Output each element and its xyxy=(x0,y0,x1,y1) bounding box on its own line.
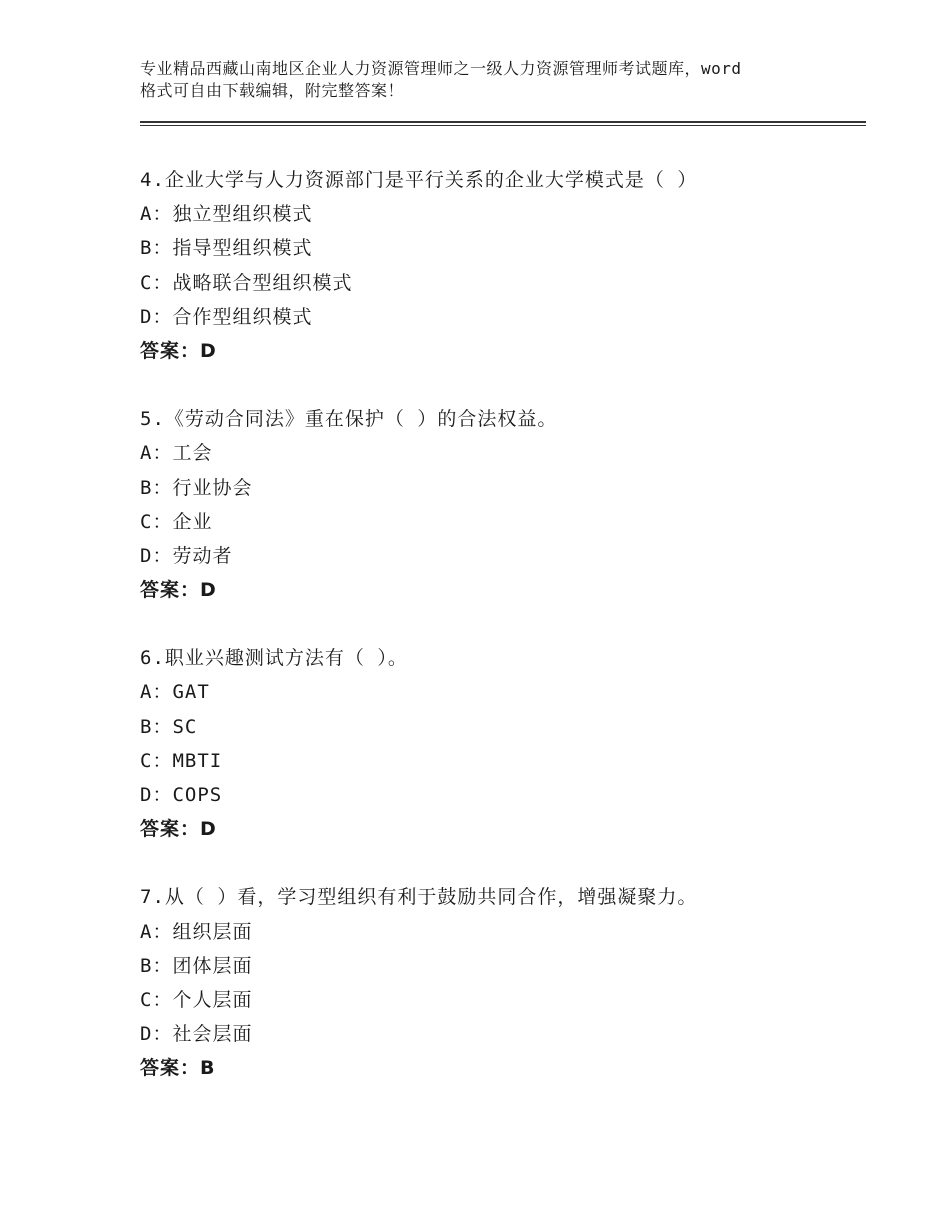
option-label: C： xyxy=(140,988,173,1011)
option-b xyxy=(140,231,860,265)
option-text: 个人层面 xyxy=(172,988,253,1011)
answer-value: D xyxy=(200,579,217,602)
header-line-1: 专业精品西藏山南地区企业人力资源管理师之一级人力资源管理师考试题库，word xyxy=(140,59,742,78)
option-text: 指导型组织模式 xyxy=(172,237,313,260)
option-label: C： xyxy=(140,271,173,294)
header-divider-thick xyxy=(140,121,866,123)
option-label: D： xyxy=(140,305,173,328)
option-b xyxy=(140,471,860,505)
question-stem: 4.企业大学与人力资源部门是平行关系的企业大学模式是（ ） xyxy=(140,169,698,191)
option-a xyxy=(140,197,860,231)
header-divider-thin xyxy=(140,125,866,126)
answer-prefix: 答案： xyxy=(140,1057,201,1080)
option-text: 组织层面 xyxy=(172,920,253,943)
option-text: COPS xyxy=(172,784,223,806)
option-label: A： xyxy=(140,442,173,465)
option-d xyxy=(140,1017,860,1051)
option-label: B： xyxy=(140,715,173,738)
option-label: C： xyxy=(140,510,173,533)
answer-prefix: 答案： xyxy=(140,339,201,362)
option-a xyxy=(140,436,860,470)
question-4 xyxy=(140,163,860,368)
answer-value: B xyxy=(200,1057,216,1080)
option-label: D： xyxy=(140,784,173,806)
question-stem: 5.《劳动合同法》重在保护（ ）的合法权益。 xyxy=(140,408,558,431)
option-a xyxy=(140,915,860,949)
option-d xyxy=(140,539,860,573)
option-text: 独立型组织模式 xyxy=(172,203,313,226)
option-text: 合作型组织模式 xyxy=(172,305,313,328)
option-b xyxy=(140,710,860,744)
answer-line xyxy=(140,812,860,846)
option-c xyxy=(140,983,860,1017)
option-text: SC xyxy=(172,715,198,738)
option-d xyxy=(140,300,860,334)
question-5 xyxy=(140,402,860,607)
option-c xyxy=(140,266,860,300)
option-label: B： xyxy=(140,237,173,260)
option-label: C： xyxy=(140,749,173,772)
question-6 xyxy=(140,641,860,846)
option-text: 团体层面 xyxy=(172,954,253,977)
option-text: 劳动者 xyxy=(172,544,233,567)
option-c xyxy=(140,505,860,539)
option-text: 工会 xyxy=(172,442,213,465)
question-stem: 7.从（ ）看，学习型组织有利于鼓励共同合作，增强凝聚力。 xyxy=(140,886,698,909)
option-b xyxy=(140,949,860,983)
option-d xyxy=(140,778,860,812)
option-text: 社会层面 xyxy=(172,1023,253,1046)
answer-prefix: 答案： xyxy=(140,579,201,602)
document-header xyxy=(140,58,840,102)
option-text: 行业协会 xyxy=(172,476,253,499)
option-label: B： xyxy=(140,476,173,499)
question-list xyxy=(140,163,860,1120)
option-c xyxy=(140,744,860,778)
option-label: D： xyxy=(140,544,173,567)
option-label: A： xyxy=(140,920,173,943)
option-label: D： xyxy=(140,1023,173,1046)
answer-line xyxy=(140,1051,860,1085)
header-line-2: 格式可自由下载编辑，附完整答案！ xyxy=(140,81,405,100)
question-7 xyxy=(140,880,860,1085)
option-a xyxy=(140,675,860,709)
option-label: A： xyxy=(140,681,173,704)
option-text: 战略联合型组织模式 xyxy=(172,271,353,294)
answer-line xyxy=(140,334,860,368)
answer-value: D xyxy=(200,339,217,362)
option-text: 企业 xyxy=(172,510,213,533)
answer-value: D xyxy=(200,818,217,841)
option-label: A： xyxy=(140,203,173,226)
question-stem: 6.职业兴趣测试方法有（ ）。 xyxy=(140,647,408,670)
option-text: MBTI xyxy=(172,749,223,772)
answer-prefix: 答案： xyxy=(140,818,201,841)
option-text: GAT xyxy=(172,681,210,704)
option-label: B： xyxy=(140,954,173,977)
answer-line xyxy=(140,573,860,607)
